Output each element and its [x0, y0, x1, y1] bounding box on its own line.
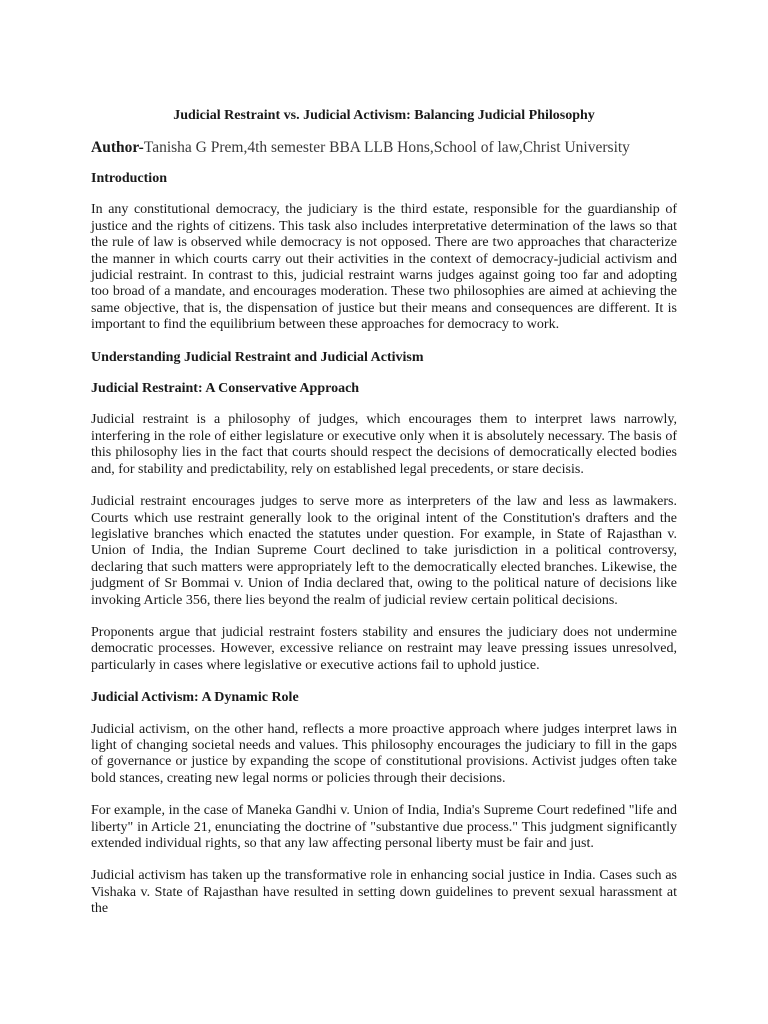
paragraph-activism-3: Judicial activism has taken up the transformative role in enhancing social justice in India. Cases such as Vishaka v. State of Rajasthan have resulted in setting down guidelines to prevent sexual harassment at the [91, 868, 677, 917]
author-name: Tanisha G Prem,4th semester BBA LLB Hons,School of law,Christ University [143, 139, 630, 156]
paragraph-restraint-3: Proponents argue that judicial restraint fosters stability and ensures the judiciary does not undermine democratic processes. However, excessive reliance on restraint may leave pressing issues unresolved, particularly in cases where legislative or executive actions fail to uphold justice. [91, 624, 677, 673]
document-title: Judicial Restraint vs. Judicial Activism: Balancing Judicial Philosophy [173, 108, 595, 123]
section-heading-judicial-activism: Judicial Activism: A Dynamic Role [91, 690, 299, 706]
paragraph-activism-2: For example, in the case of Maneka Gandhi v. Union of India, India's Supreme Court redefined "life and liberty" in Article 21, enunciating the doctrine of "substantive due process." This judgment significantly extended individual rights, so that any law affecting personal liberty must be fair and just. [91, 803, 677, 851]
paragraph-restraint-1: Judicial restraint is a philosophy of judges, which encourages them to interpret laws narrowly, interfering in the role of either legislature or executive only when it is absolutely necessary. The basis of this philosophy lies in the fact that courts should respect the decisions of democratically elected bodies and, for stability and predictability, rely on established legal precedents, or stare decisis. [91, 412, 677, 477]
section-heading-understanding: Understanding Judicial Restraint and Judicial Activism [91, 349, 424, 365]
paragraph-introduction: In any constitutional democracy, the judiciary is the third estate, responsible for the guardianship of justice and the rights of citizens. This task also includes interpretative determination of the laws so that the rule of law is observed while democracy is not opposed. There are two approaches that characterize the manner in which courts carry out their activities in the context of democracy-judicial activism and judicial restraint. In contrast to this, judicial restraint warns judges against going too far and adopting too broad of a mandate, and encourages moderation. These two philosophies are aimed at achieving the same objective, that is, the dispensation of justice but their means and consequences are different. It is important to find the equilibrium between these approaches for democracy to work. [91, 202, 677, 333]
author-label: Author- [91, 139, 144, 156]
paragraph-activism-1: Judicial activism, on the other hand, reflects a more proactive approach where judges interpret laws in light of changing societal needs and values. This philosophy encourages the judiciary to fill in the gaps of governance or justice by expanding the scope of constitutional provisions. Activist judges often take bold stances, creating new legal norms or policies through their decisions. [91, 721, 677, 786]
author-line [91, 137, 677, 159]
section-heading-introduction: Introduction [91, 171, 167, 186]
section-heading-judicial-restraint: Judicial Restraint: A Conservative Approach [91, 381, 360, 397]
paragraph-restraint-2: Judicial restraint encourages judges to serve more as interpreters of the law and less as lawmakers. Courts which use restraint generally look to the original intent of the Constitution's drafters and the legislative branches which enacted the statutes under question. For example, in State of Rajasthan v. Union of India, the Indian Supreme Court declined to take jurisdiction in a political controversy, declaring that such matters were appropriately left to the democratically elected branches. Likewise, the judgment of Sr Bommai v. Union of India declared that, owing to the political nature of decisions like invoking Article 356, there lies beyond the realm of judicial review certain political decisions. [91, 494, 677, 608]
